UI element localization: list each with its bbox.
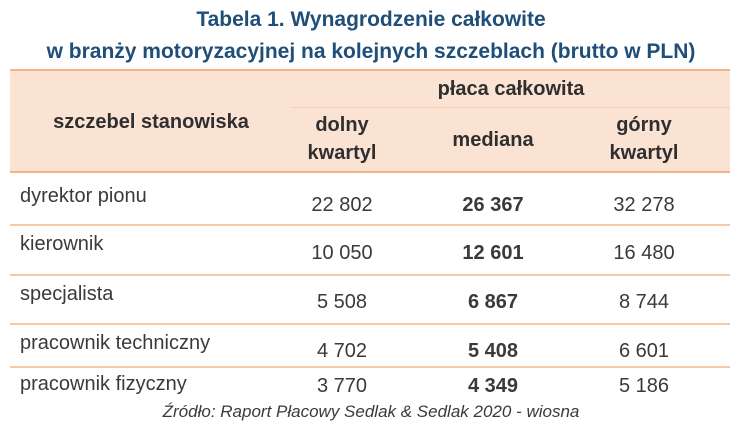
header-position: szczebel stanowiska [53, 111, 249, 133]
row-divider [10, 323, 730, 325]
upper-quartile-value: 32 278 [613, 194, 675, 216]
header-upper-quartile [574, 111, 714, 167]
lower-quartile-value: 5 508 [316, 291, 368, 313]
row-divider [10, 224, 730, 226]
header-total-pay: płaca całkowita [437, 78, 585, 100]
title-line-2: w branży motoryzacyjnej na kolejnych szczeblach (brutto w PLN) [46, 40, 696, 63]
upper-quartile-value: 16 480 [613, 242, 675, 264]
median-value: 12 601 [462, 242, 524, 264]
source-note: Źródło: Raport Płacowy Sedlak & Sedlak 2020 - wiosna [162, 402, 580, 421]
median-value: 26 367 [462, 194, 524, 216]
row-divider [10, 366, 730, 368]
header-lower-quartile [272, 111, 412, 167]
row-label: pracownik fizyczny [20, 373, 187, 395]
row-label: kierownik [20, 233, 104, 255]
row-divider [10, 274, 730, 276]
median-value: 6 867 [467, 291, 519, 313]
row-label: specjalista [20, 283, 114, 305]
header-group-divider [292, 107, 730, 108]
median-value: 5 408 [467, 340, 519, 362]
lower-quartile-value: 4 702 [316, 340, 368, 362]
upper-quartile-value: 8 744 [618, 291, 670, 313]
lower-quartile-value: 22 802 [311, 194, 373, 216]
upper-quartile-value: 5 186 [618, 375, 670, 397]
header-upper-quartile-line-2: kwartyl [609, 142, 679, 164]
header-top-border [10, 69, 730, 71]
header-lower-quartile-line-2: kwartyl [307, 142, 377, 164]
header-lower-quartile-line-1: dolny [315, 114, 369, 136]
lower-quartile-value: 3 770 [316, 375, 368, 397]
header-median: mediana [452, 129, 534, 151]
median-value: 4 349 [467, 375, 519, 397]
row-label: pracownik techniczny [20, 332, 211, 354]
header-upper-quartile-line-1: górny [616, 114, 672, 136]
header-bottom-border [10, 171, 730, 173]
title-line-1: Tabela 1. Wynagrodzenie całkowite [196, 8, 546, 31]
upper-quartile-value: 6 601 [618, 340, 670, 362]
row-label: dyrektor pionu [20, 185, 147, 207]
lower-quartile-value: 10 050 [311, 242, 373, 264]
